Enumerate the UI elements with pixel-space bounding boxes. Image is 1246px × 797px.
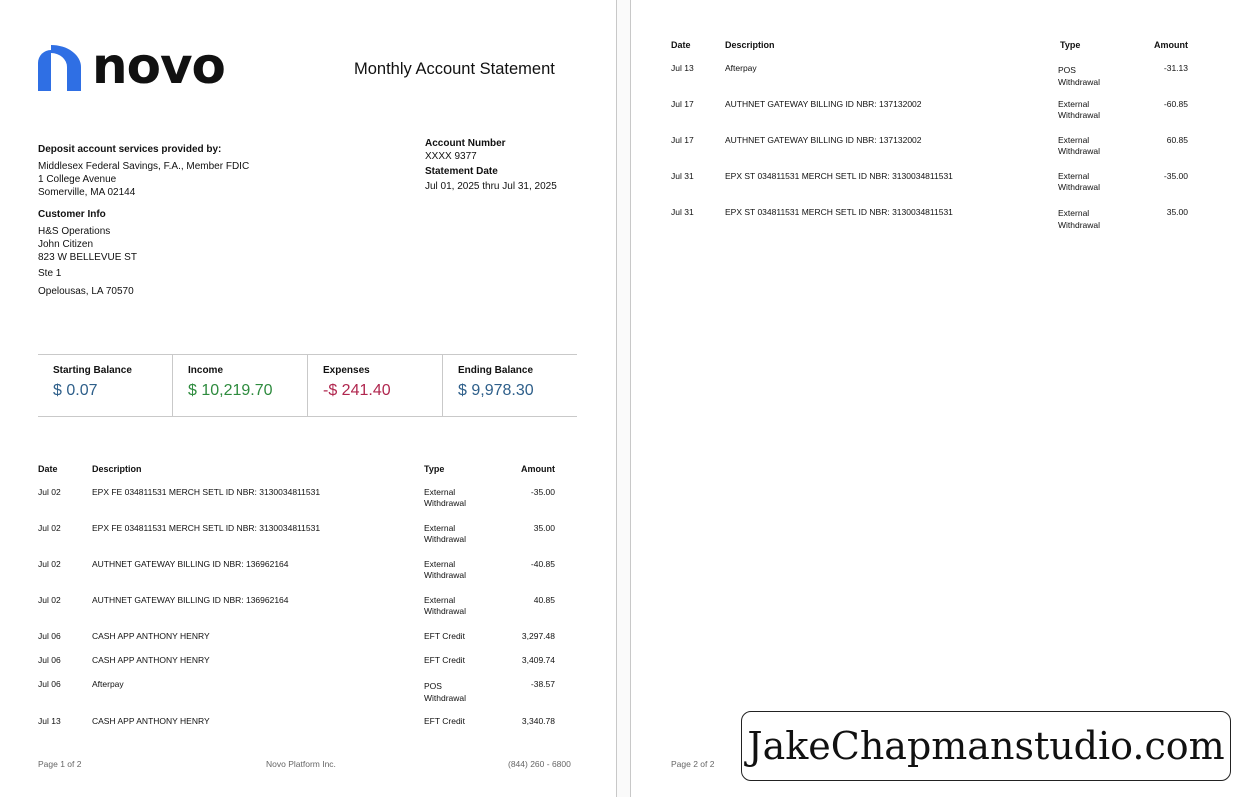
row-type: External (424, 595, 456, 605)
watermark-text: JakeChapmanstudio.com (747, 724, 1225, 768)
row-date: Jul 06 (38, 631, 61, 641)
row-type: Withdrawal (424, 693, 467, 703)
row-type: External (1058, 171, 1090, 181)
expenses-cell (308, 355, 443, 416)
page-number: Page 2 of 2 (671, 759, 715, 769)
statement-page-1 (0, 0, 616, 797)
row-type: Withdrawal (424, 498, 467, 508)
row-amount: 35.00 (533, 523, 555, 533)
row-date: Jul 06 (38, 655, 61, 665)
row-amount: -60.85 (1163, 99, 1188, 109)
ending-balance-value: $ 9,978.30 (458, 382, 534, 399)
row-type: Withdrawal (424, 534, 467, 544)
row-amount: 60.85 (1166, 135, 1188, 145)
customer-line: John Citizen (38, 239, 94, 250)
row-amount: 3,409.74 (521, 655, 555, 665)
row-type: POS (1058, 65, 1076, 75)
row-description: Afterpay (725, 63, 757, 73)
row-date: Jul 31 (671, 171, 694, 181)
provider-block (38, 143, 249, 199)
expenses-value: -$ 241.40 (323, 382, 391, 399)
watermark-banner (741, 711, 1231, 781)
customer-line: 823 W BELLEVUE ST (38, 252, 137, 263)
novo-logo (38, 37, 228, 95)
row-description: EPX FE 034811531 MERCH SETL ID NBR: 3130034811531 (92, 523, 321, 533)
summary-label: Starting Balance (53, 365, 132, 376)
starting-balance-value: $ 0.07 (53, 382, 98, 399)
row-type: EFT Credit (424, 716, 465, 726)
summary-label: Income (188, 365, 224, 376)
income-value: $ 10,219.70 (188, 382, 273, 399)
statement-date-label: Statement Date (425, 166, 498, 177)
logo-wordmark: novo (92, 37, 225, 95)
page-number: Page 1 of 2 (38, 759, 82, 769)
col-header-type: Type (424, 464, 445, 474)
row-type: EFT Credit (424, 655, 465, 665)
novo-logo-icon (38, 45, 82, 91)
row-amount: -35.00 (530, 487, 555, 497)
row-description: Afterpay (92, 679, 124, 689)
row-type: External (1058, 135, 1090, 145)
statement-title: Monthly Account Statement (354, 60, 555, 78)
row-description: EPX ST 034811531 MERCH SETL ID NBR: 3130034811531 (725, 207, 953, 217)
row-date: Jul 31 (671, 207, 694, 217)
row-description: AUTHNET GATEWAY BILLING ID NBR: 136962164 (92, 595, 289, 605)
provider-line: 1 College Avenue (38, 174, 117, 185)
row-description: CASH APP ANTHONY HENRY (92, 655, 210, 665)
income-cell (173, 355, 308, 416)
row-type: Withdrawal (1058, 77, 1101, 87)
row-description: CASH APP ANTHONY HENRY (92, 716, 210, 726)
row-amount: 3,297.48 (521, 631, 555, 641)
statement-page-2 (631, 0, 1246, 797)
row-date: Jul 17 (671, 99, 694, 109)
summary-label: Expenses (323, 365, 370, 376)
account-number: XXXX 9377 (425, 151, 477, 162)
row-type: POS (424, 681, 442, 691)
row-type: External (424, 523, 456, 533)
row-description: AUTHNET GATEWAY BILLING ID NBR: 137132002 (725, 135, 922, 145)
row-type: Withdrawal (1058, 220, 1101, 230)
row-type: Withdrawal (1058, 110, 1101, 120)
row-type: Withdrawal (1058, 182, 1101, 192)
col-header-amount: Amount (521, 464, 555, 474)
row-amount: 3,340.78 (521, 716, 555, 726)
customer-heading: Customer Info (38, 209, 106, 220)
row-amount: 35.00 (1166, 207, 1188, 217)
row-description: EPX FE 034811531 MERCH SETL ID NBR: 3130034811531 (92, 487, 321, 497)
row-date: Jul 17 (671, 135, 694, 145)
provider-line: Middlesex Federal Savings, F.A., Member FDIC (38, 161, 250, 172)
row-type: Withdrawal (424, 570, 467, 580)
col-header-date: Date (671, 40, 691, 50)
row-type: Withdrawal (1058, 146, 1101, 156)
balance-summary (38, 354, 577, 417)
col-header-type: Type (1060, 40, 1081, 50)
provider-line: Somerville, MA 02144 (38, 187, 136, 198)
row-date: Jul 02 (38, 595, 61, 605)
summary-label: Ending Balance (458, 365, 534, 376)
row-amount: -35.00 (1163, 171, 1188, 181)
footer-phone: (844) 260 - 6800 (508, 759, 571, 769)
row-amount: 40.85 (533, 595, 555, 605)
customer-line: H&S Operations (38, 226, 111, 237)
row-amount: -40.85 (530, 559, 555, 569)
row-date: Jul 02 (38, 523, 61, 533)
row-type: External (424, 487, 456, 497)
row-date: Jul 06 (38, 679, 61, 689)
row-type: Withdrawal (424, 606, 467, 616)
row-description: AUTHNET GATEWAY BILLING ID NBR: 136962164 (92, 559, 289, 569)
provider-heading: Deposit account services provided by: (38, 144, 222, 155)
row-type: External (424, 559, 456, 569)
row-type: External (1058, 99, 1090, 109)
row-date: Jul 13 (38, 716, 61, 726)
row-description: AUTHNET GATEWAY BILLING ID NBR: 137132002 (725, 99, 922, 109)
ending-balance-cell (443, 355, 577, 416)
row-date: Jul 02 (38, 487, 61, 497)
row-description: CASH APP ANTHONY HENRY (92, 631, 210, 641)
col-header-date: Date (38, 464, 58, 474)
account-number-label: Account Number (425, 138, 506, 149)
row-amount: -31.13 (1163, 63, 1188, 73)
customer-line: Opelousas, LA 70570 (38, 286, 134, 297)
col-header-amount: Amount (1154, 40, 1188, 50)
customer-line: Ste 1 (38, 268, 62, 279)
row-date: Jul 02 (38, 559, 61, 569)
col-header-description: Description (92, 464, 142, 474)
col-header-description: Description (725, 40, 775, 50)
statement-date: Jul 01, 2025 thru Jul 31, 2025 (425, 181, 557, 192)
account-block (425, 137, 557, 193)
customer-block (38, 208, 137, 298)
footer-company: Novo Platform Inc. (266, 759, 336, 769)
starting-balance-cell (38, 355, 173, 416)
row-description: EPX ST 034811531 MERCH SETL ID NBR: 3130034811531 (725, 171, 953, 181)
row-amount: -38.57 (530, 679, 555, 689)
row-type: External (1058, 208, 1090, 218)
row-date: Jul 13 (671, 63, 694, 73)
page-divider (616, 0, 631, 797)
row-type: EFT Credit (424, 631, 465, 641)
